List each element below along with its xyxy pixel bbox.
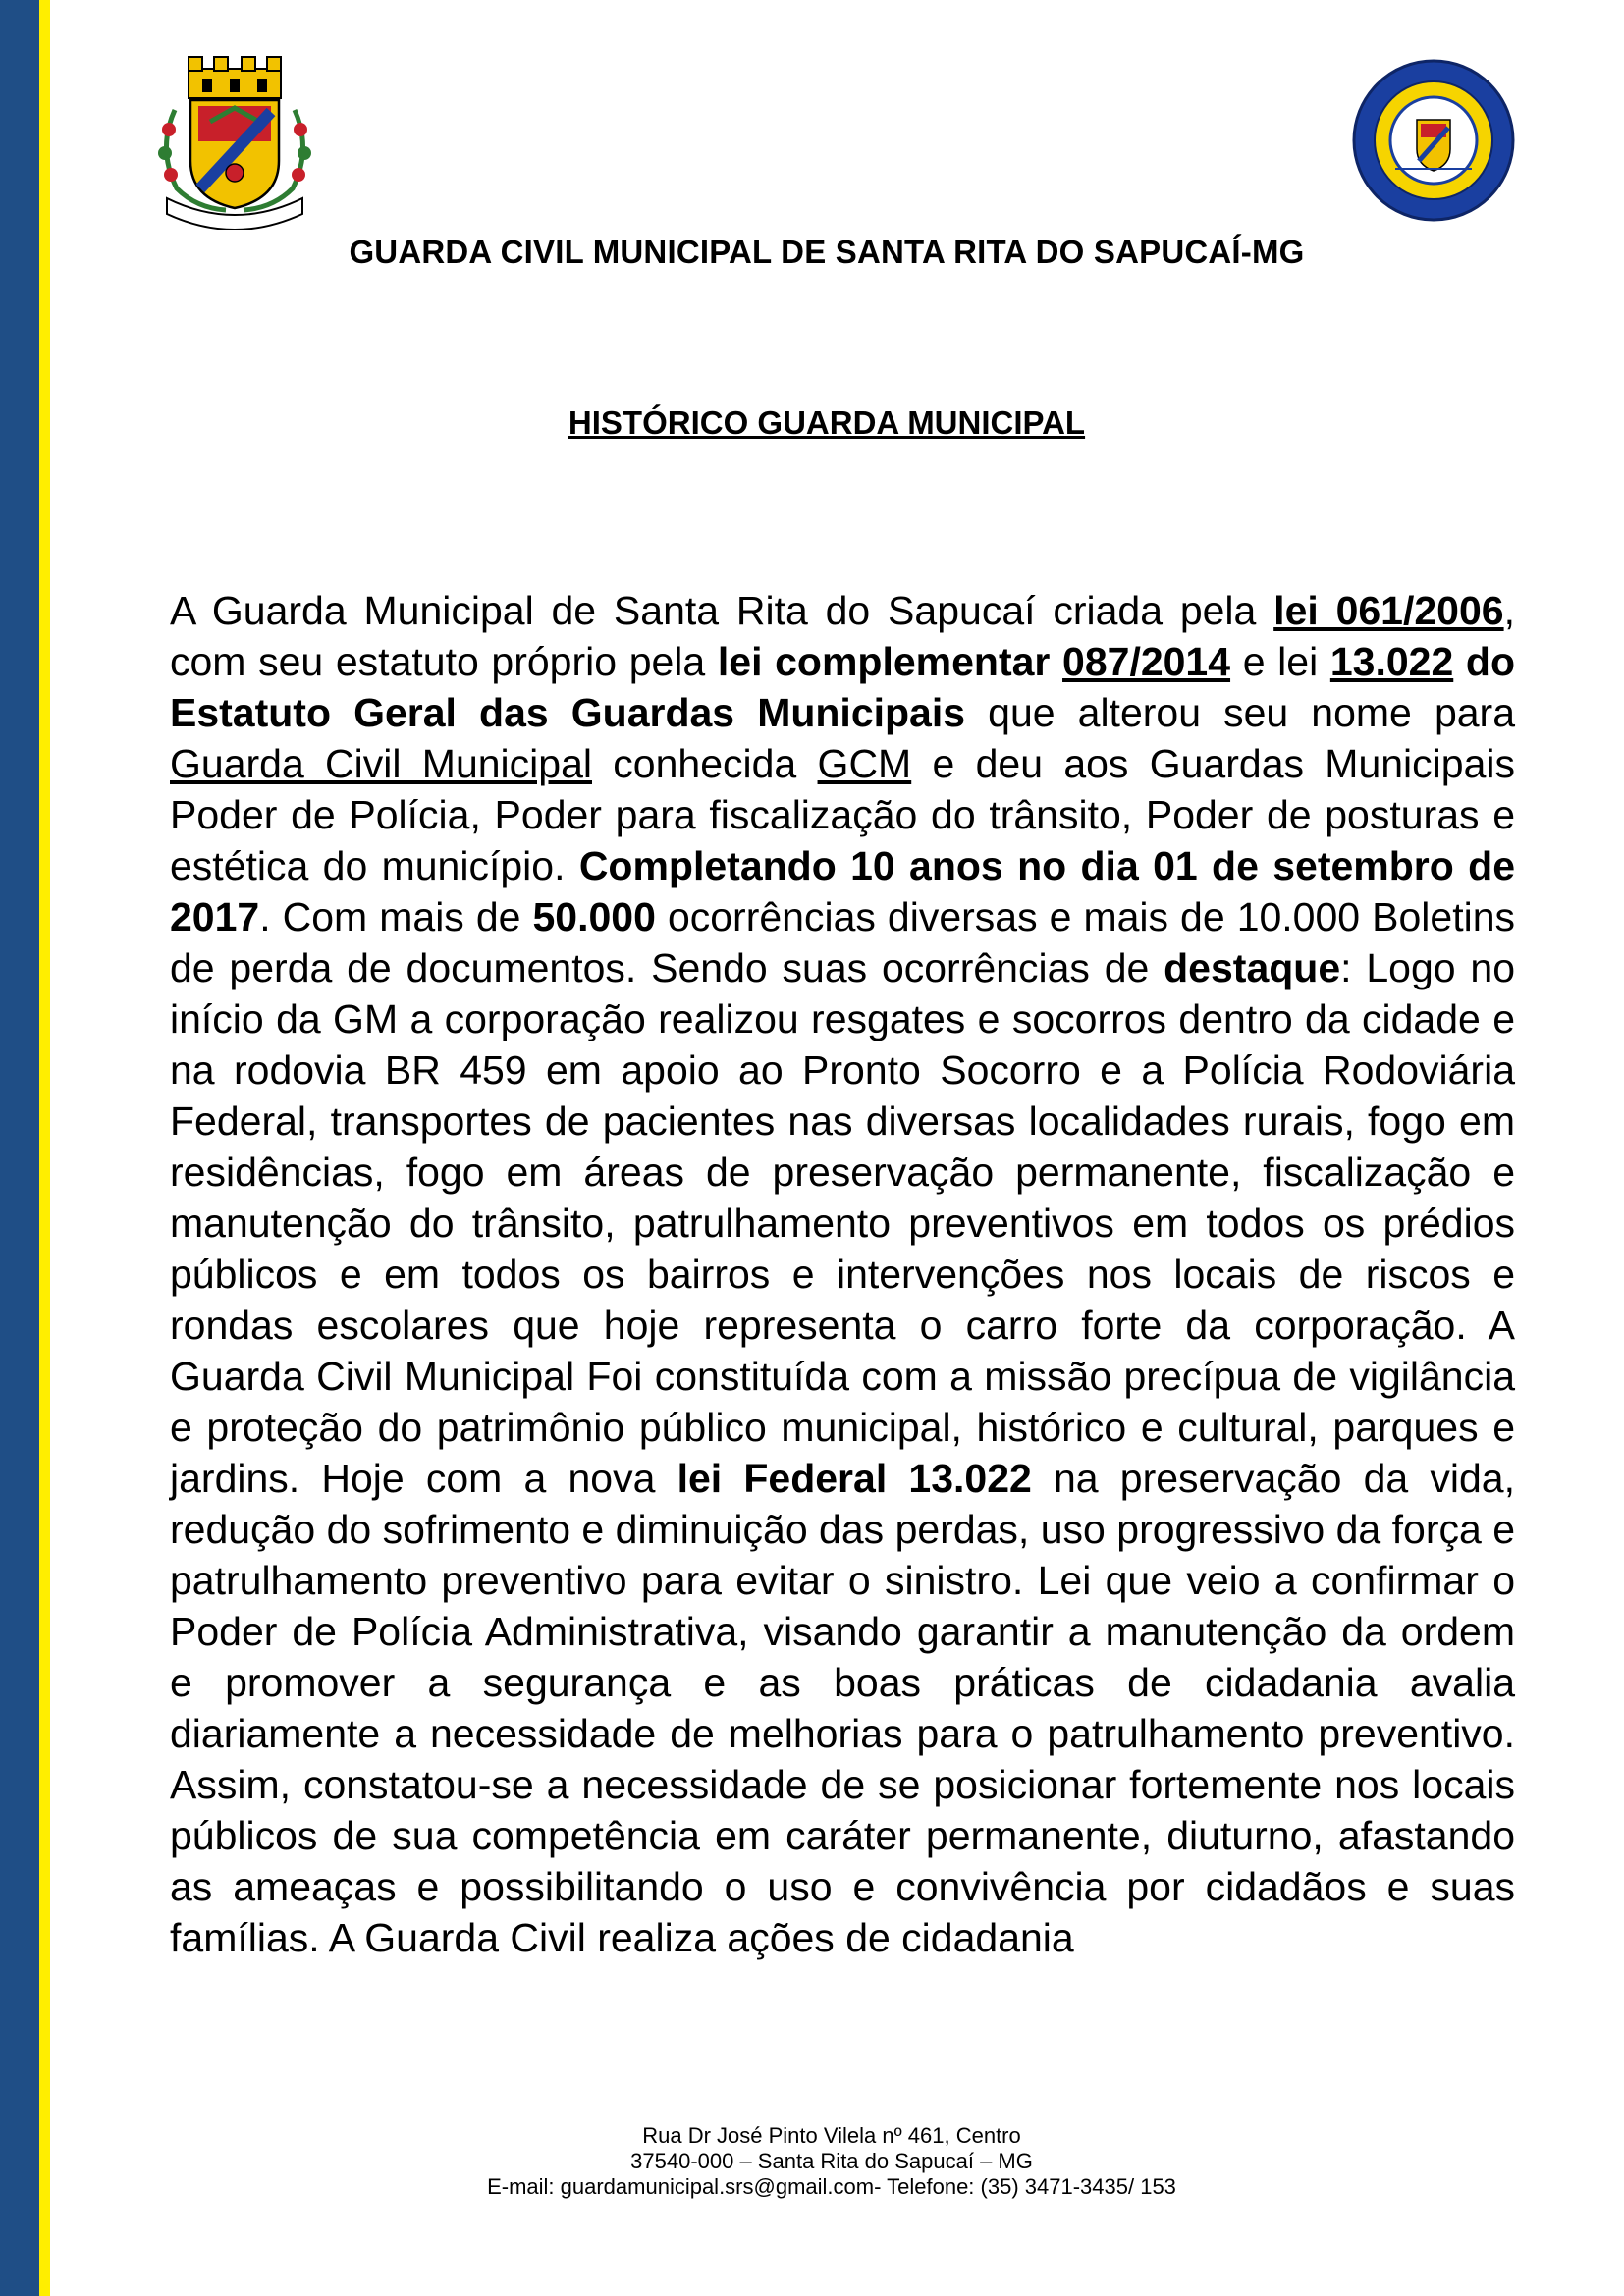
paragraph-run: do Estatuto Geral das Guardas Municipais	[170, 639, 1515, 735]
paragraph-run: 50.000	[532, 894, 656, 939]
footer-city: 37540-000 – Santa Rita do Sapucaí – MG	[630, 2149, 1033, 2173]
paragraph-run: : Logo no início da GM a corporação realizou resgates e socorros dentro da cidade e na rodovia BR 459 em apoio ao Pronto Socorro e a Polícia Rodoviária Federal, transportes de pacientes nas diversas localidades rurais, fogo em residências, fogo em áreas de preservação permanente, fiscalização e manutenção do trânsito, patrulhamento preventivos em todos os prédios públicos e em todos os bairros e intervenções nos locais de riscos e rondas escolares que hoje representa o carro forte da corporação. A Guarda Civil Municipal Foi constituída com a missão precípua de vigilância e proteção do patrimônio público municipal, histórico e cultural, parques e jardins. Hoje com a nova	[170, 945, 1515, 1501]
footer-contact: E-mail: guardamunicipal.srs@gmail.com- Telefone: (35) 3471-3435/ 153	[487, 2174, 1176, 2199]
paragraph-run: lei 061/2006	[1273, 588, 1504, 633]
paragraph-run: Completando 10 anos no dia 01 de setembro de 2017	[170, 843, 1515, 939]
organization-title: GUARDA CIVIL MUNICIPAL DE SANTA RITA DO SAPUCAÍ-MG	[349, 234, 1305, 270]
margin-stripe-gap	[50, 0, 54, 2296]
paragraph-run: 13.022	[1329, 639, 1454, 684]
paragraph-run: lei complementar	[717, 639, 1063, 684]
paragraph-run: que alterou seu nome para	[965, 690, 1516, 735]
history-paragraph	[170, 585, 1515, 1963]
paragraph-run: , com seu estatuto próprio pela	[170, 588, 1515, 684]
paragraph-run: . Com mais de	[259, 894, 533, 939]
mural-crown-icon	[189, 57, 281, 98]
paragraph-run: lei Federal 13.022	[677, 1456, 1032, 1501]
margin-stripe-blue	[0, 0, 39, 2296]
paragraph-run: A Guarda Municipal de Santa Rita do Sapucaí criada pela	[170, 588, 1274, 633]
footer-address: Rua Dr José Pinto Vilela nº 461, Centro	[642, 2123, 1021, 2148]
paragraph-run: e deu aos Guardas Municipais Poder de Polícia, Poder para fiscalização do trânsito, Poder de posturas e estética do município.	[170, 741, 1515, 888]
guard-patrol-badge-icon	[1352, 59, 1515, 222]
paragraph-run: GCM	[817, 741, 912, 786]
paragraph-run: e lei	[1230, 639, 1330, 684]
footer	[0, 2123, 1624, 2200]
margin-stripe-yellow	[39, 0, 50, 2296]
paragraph-run: ocorrências diversas e mais de 10.000 Boletins de perda de documentos. Sendo suas ocorrências de	[170, 894, 1515, 990]
paragraph-run: conhecida	[592, 741, 818, 786]
municipal-coat-of-arms-icon	[147, 51, 322, 230]
document-title: HISTÓRICO GUARDA MUNICIPAL	[568, 404, 1086, 441]
paragraph-run: na preservação da vida, redução do sofrimento e diminuição das perdas, uso progressivo da força e patrulhamento preventivo para evitar o sinistro. Lei que veio a confirmar o Poder de Polícia Administrativa, visando garantir a manutenção da ordem e promover a segurança e as boas práticas de cidadania avalia diariamente a necessidade de melhorias para o patrulhamento preventivo. Assim, constatou-se a necessidade de se posicionar fortemente nos locais públicos de sua competência em caráter permanente, diuturno, afastando as ameaças e possibilitando o uso e convivência por cidadãos e suas famílias. A Guarda Civil realiza ações de cidadania	[170, 1456, 1515, 1960]
paragraph-run: 087/2014	[1062, 639, 1231, 684]
paragraph-run: destaque	[1164, 945, 1341, 990]
paragraph-run: Guarda Civil Municipal	[170, 741, 592, 786]
